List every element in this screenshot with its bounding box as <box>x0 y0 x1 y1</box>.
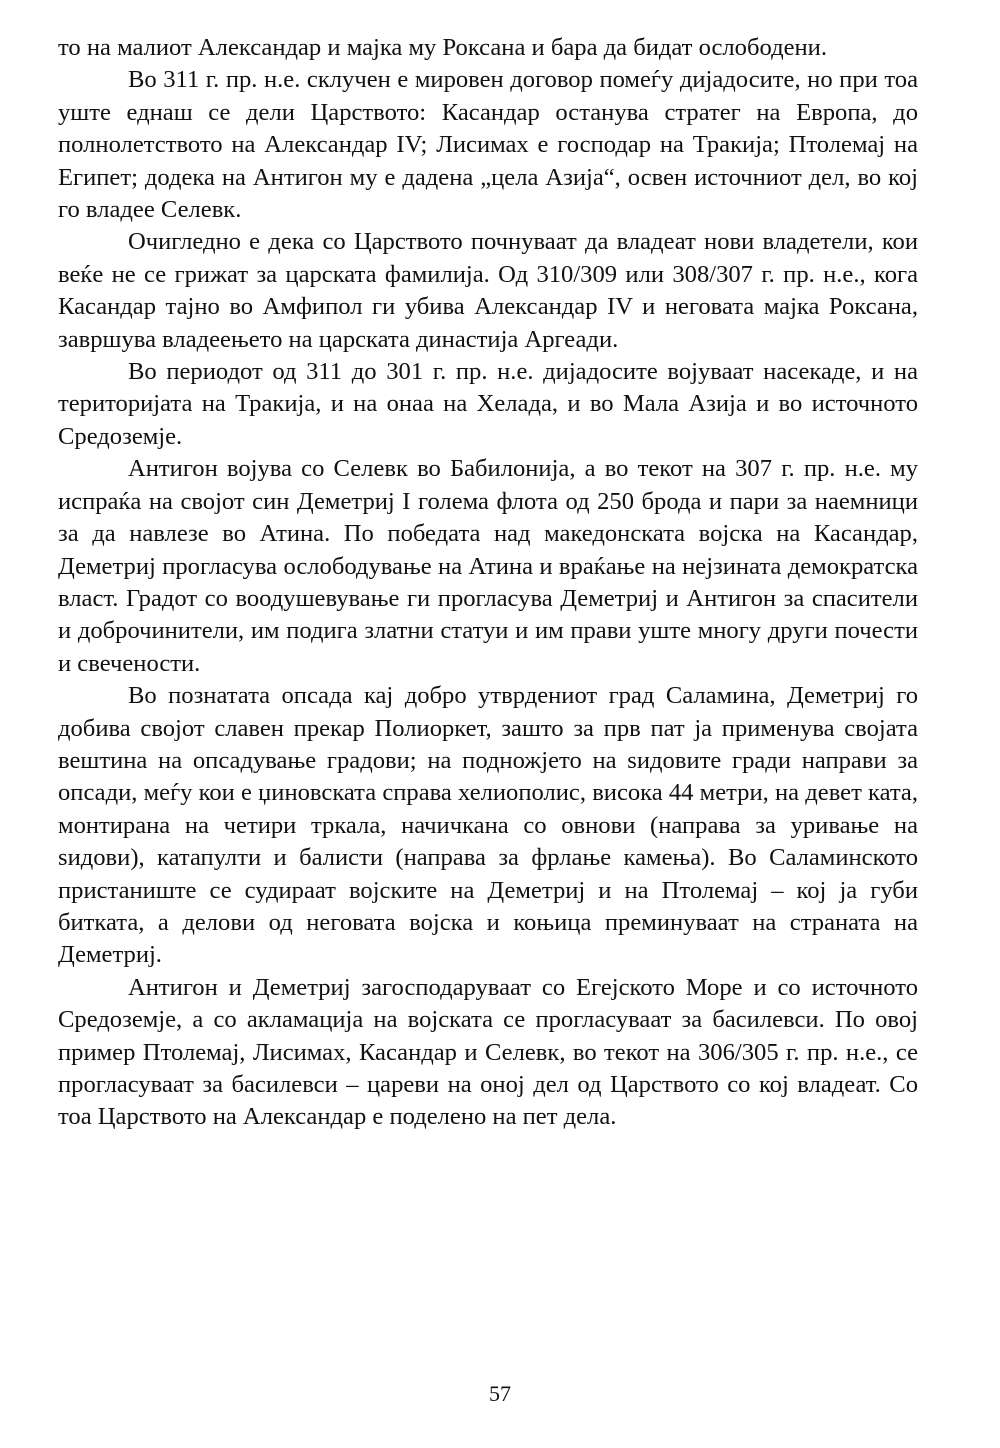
paragraph-continuation: то на малиот Александар и мајка му Роксана и бара да бидат ослободени. <box>58 34 827 61</box>
paragraph-salamis-siege: Во познатата опсада кај добро утврдениот град Саламина, Деметриј го добива својот славен прекар Полиоркет, зашто за прв пат ја применува својата вештина на опсадување градови; на подножјето на ѕидовите гради направи за опсади, меѓу кои е џиновската справа хелиополис, висока 44 метри, на девет ката, монтирана на четири тркала, начичкана со овнови (направа за уривање на ѕидови), катапулти и балисти (направа за фрлање камења). Во Саламинското пристаниште се судираат војските на Деметриј и на Птолемај – кој ја губи битката, а делови од неговата војска и коњица преминуваат на страната на Деметриј. <box>58 682 918 969</box>
paragraph-diadochi-wars: Во периодот од 311 до 301 г. пр. н.е. дијадосите војуваат насекаде, и на територијата на Тракија, и на онаа на Хелада, и во Мала Азија и во источното Средоземје. <box>58 358 918 450</box>
paragraph-new-rulers: Очигледно е дека со Царството почнуваат да владеат нови владетели, кои веќе не се грижат за царската фамилија. Од 310/309 или 308/307 г. пр. н.е., кога Касандар тајно во Амфипол ги убива Александар IV и неговата мајка Роксана, завршува владеењето на царската династија Аргеади. <box>58 228 918 353</box>
page-number: 57 <box>489 1381 511 1406</box>
paragraph-basileis: Антигон и Деметриј загосподаруваат со Егејското Море и со источното Средоземје, а со акламација на војската се прогласуваат за басилевси. По овој пример Птолемај, Лисимах, Касандар и Селевк, во текот на 306/305 г. пр. н.е., се прогласуваат за басилевси – цареви на оној дел од Царството со кој владеат. Со тоа Царството на Александар е поделено на пет дела. <box>58 973 918 1131</box>
page-body <box>58 32 918 1134</box>
paragraph-peace-treaty: Во 311 г. пр. н.е. склучен е мировен договор помеѓу дијадосите, но при тоа уште еднаш се дели Царството: Касандар останува стратег на Европа, до полнолетството на Александар IV; Лисимах е господар на Тракија; Птолемај на Египет; додека на Антигон му е дадена „цела Азија“, освен источниот дел, во кој го владее Селевк. <box>58 66 918 224</box>
paragraph-antigonus-athens: Антигон војува со Селевк во Бабилонија, а во текот на 307 г. пр. н.е. му испраќа на својот син Деметриј I голема флота од 250 брода и пари за наемници за да навлезе во Атина. По победата над македонската војска на Касандар, Деметриј прогласува ослободување на Атина и враќање на нејзината демократска власт. Градот со воодушевување ги прогласува Деметриј и Антигон за спасители и доброчинители, им подига златни статуи и им прави уште многу други почести и свечености. <box>58 455 918 677</box>
